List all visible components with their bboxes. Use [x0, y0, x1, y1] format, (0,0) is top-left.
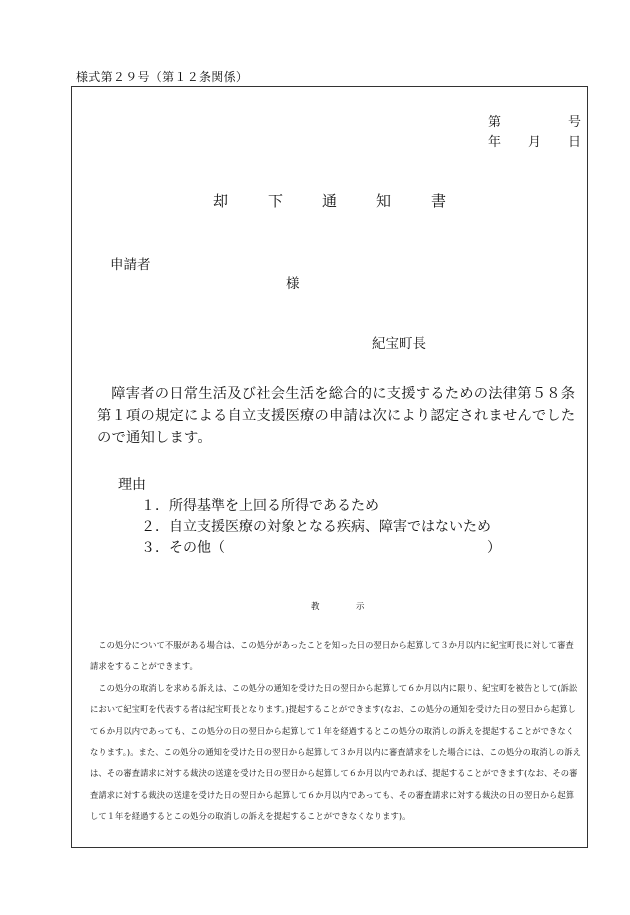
date-month: 月: [528, 135, 542, 150]
reason-item: ３．その他（: [141, 540, 225, 556]
notice-body: [90, 635, 582, 828]
applicant-honorific: 様: [286, 276, 300, 292]
date-year: 年: [488, 135, 502, 150]
notification-body: 障害者の日常生活及び社会生活を総合的に支援するための法律第５８条第１項の規定による自立支援医療の申請は次により認定されませんでしたので通知します。: [97, 386, 576, 446]
number-prefix: 第: [488, 115, 502, 130]
applicant-label: 申請者: [110, 257, 151, 273]
reason-other-close: ）: [487, 540, 501, 556]
title-char: 通: [322, 192, 338, 210]
date-day: 日: [568, 135, 582, 150]
number-suffix: 号: [568, 115, 582, 130]
reasons-heading: 理由: [118, 477, 146, 493]
notice-title-char: 教: [311, 602, 320, 612]
reason-item: ２．自立支援医療の対象となる疾病、障害ではないため: [141, 519, 491, 535]
notice-paragraph: この処分について不服がある場合は、この処分があったことを知った日の翌日から起算して３か月以内に紀宝町長に対して審査請求をすることができます。: [90, 640, 574, 672]
title-char: 書: [431, 192, 447, 210]
title-char: 知: [376, 192, 392, 210]
form-number-label: 様式第２９号（第１２条関係）: [76, 70, 249, 84]
issuer-name: 紀宝町長: [372, 336, 426, 352]
reason-item: １．所得基準を上回る所得であるため: [141, 498, 379, 514]
notice-title-char: 示: [356, 602, 365, 612]
title-char: 却: [213, 192, 229, 210]
notice-paragraph: この処分の取消しを求める訴えは、この処分の通知を受けた日の翌日から起算して６か月以内に限り、紀宝町を被告として(訴訟において紀宝町を代表する者は紀宝町長となります。)提起することができます(なお、この処分の通知を受けた日の翌日から起算して６か月以内であっても、この処分の日の翌日から起算して１年を経過するとこの処分の取消しの訴えを提起することができなくなります。)。また、この処分の通知を受けた日の翌日から起算して３か月以内に審査請求をした場合には、この処分の取消しの訴えは、その審査請求に対する裁決の送達を受けた日の翌日から起算して６か月以内であれば、提起することができます(なお、その審査請求に対する裁決の送達を受けた日の翌日から起算して６か月以内であっても、その審査請求に対する裁決の日の翌日から起算して１年を経過するとこの処分の取消しの訴えを提起することができなくなります)。: [90, 682, 581, 822]
title-char: 下: [268, 192, 284, 210]
